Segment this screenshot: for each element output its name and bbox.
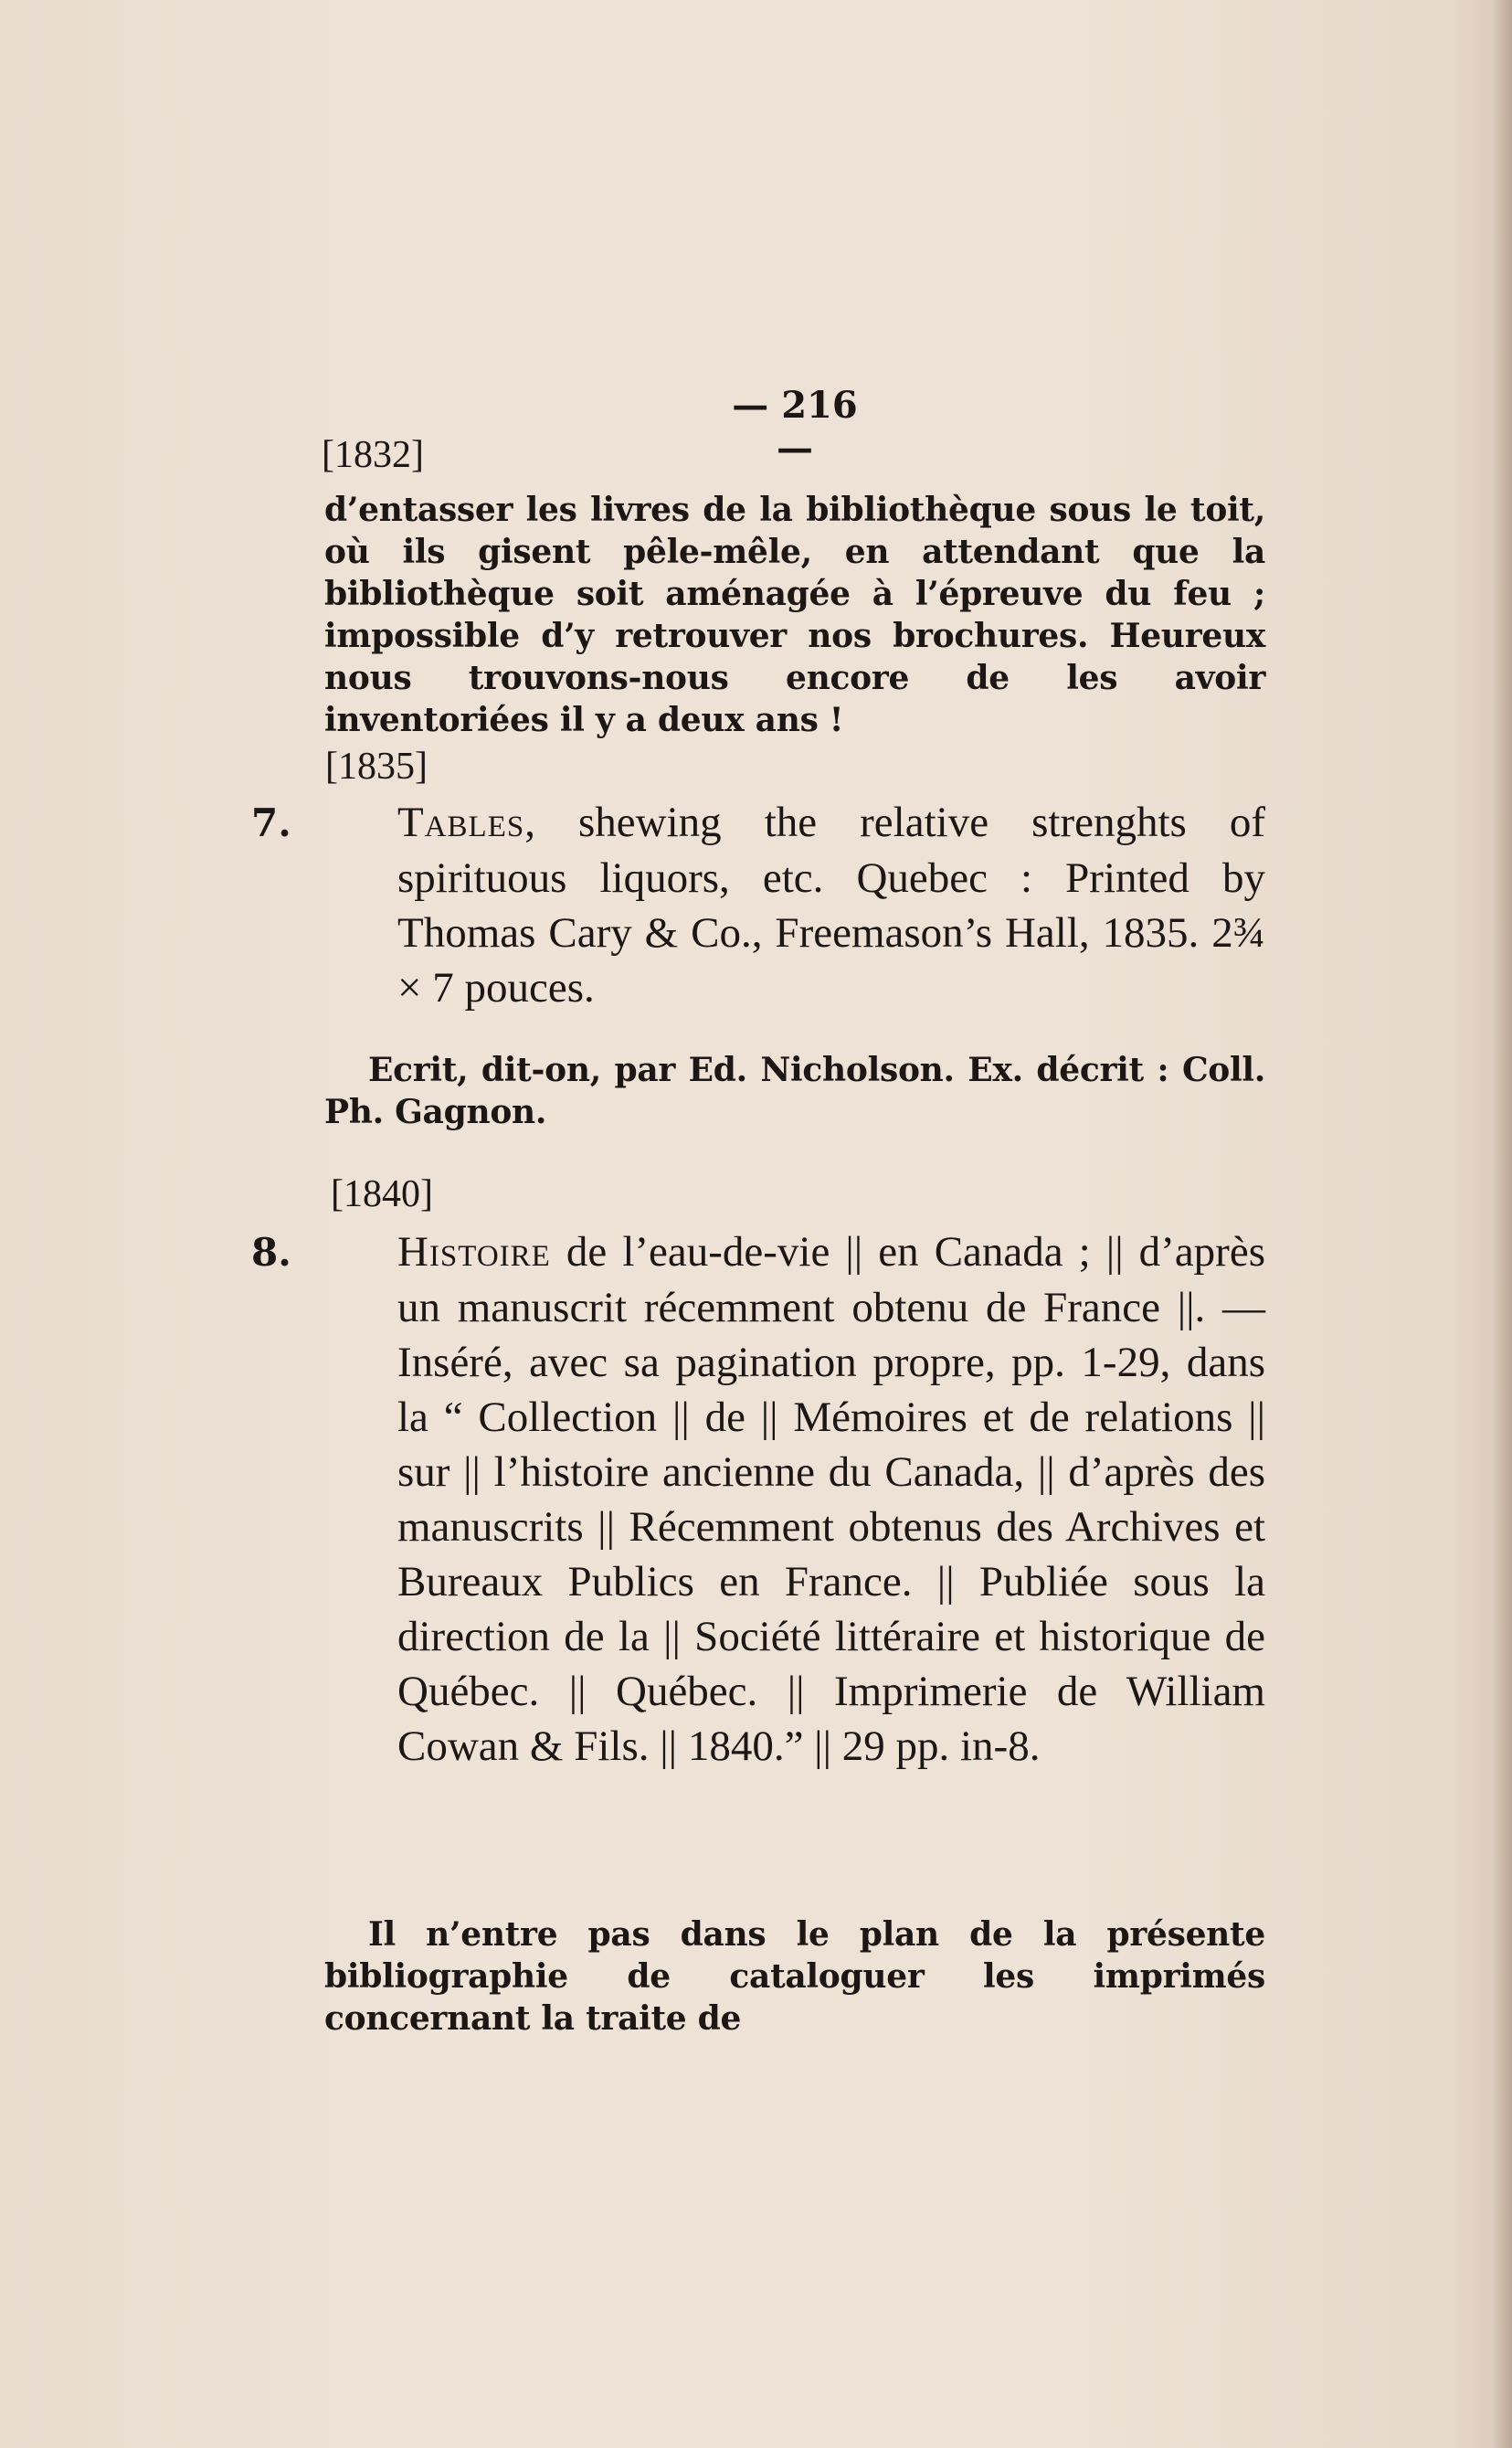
entry-7-text xyxy=(251,795,1265,1015)
entry-title: Tables xyxy=(397,799,525,846)
entry-number: 7. xyxy=(251,800,291,845)
entry-8 xyxy=(251,1224,1265,1774)
year-heading-1835: [1835] xyxy=(325,746,428,788)
entry-8-text xyxy=(251,1224,1265,1774)
year-heading-1832: [1832] xyxy=(322,434,424,476)
entry-body: de l’eau-de-vie || en Canada ; || d’après un manuscrit récemment obtenu de France ||. —Inséré, avec sa pagination propre, pp. 1-29, dans la “ Collection || de || Mémoires et de relations || sur || l’histoire ancienne du Canada, || d’après des manuscrits || Récemment obtenus des Archives et Bureaux Publics en France. || Publiée sous la direction de la || Société littéraire et historique de Québec. || Québec. || Imprimerie de William Cowan & Fils. || 1840.” || 29 pp. in-8. xyxy=(397,1228,1265,1770)
paragraph-continuation: d’entasser les livres de la bibliothèque sous le toit, où ils gisent pêle-mêle, en attendant que la bibliothèque soit aménagée à l’épreuve du feu ; impossible d’y retrouver nos brochures. Heureux nous trouvons-nous encore de les avoir inventoriées il y a deux ans ! xyxy=(324,491,1265,739)
entry-7 xyxy=(251,795,1265,1015)
page-number: — 216 — xyxy=(732,384,858,470)
entry-body: , shewing the relative strenghts of spirituous liquors, etc. Quebec : Printed by Thomas Cary & Co., Freemason’s Hall, 1835. 2¾ × 7 pouces. xyxy=(397,799,1265,1012)
page-edge-shadow xyxy=(1492,0,1512,2448)
year-heading-1840: [1840] xyxy=(331,1173,433,1215)
entry-title: Histoire xyxy=(397,1228,551,1276)
entry-number: 8. xyxy=(251,1230,291,1275)
entry-8-note: Il n’entre pas dans le plan de la présente bibliographie de cataloguer les imprimés concernant la traite de xyxy=(324,1915,1265,2038)
entry-7-note: Ecrit, dit-on, par Ed. Nicholson. Ex. décrit : Coll. Ph. Gagnon. xyxy=(324,1051,1265,1131)
